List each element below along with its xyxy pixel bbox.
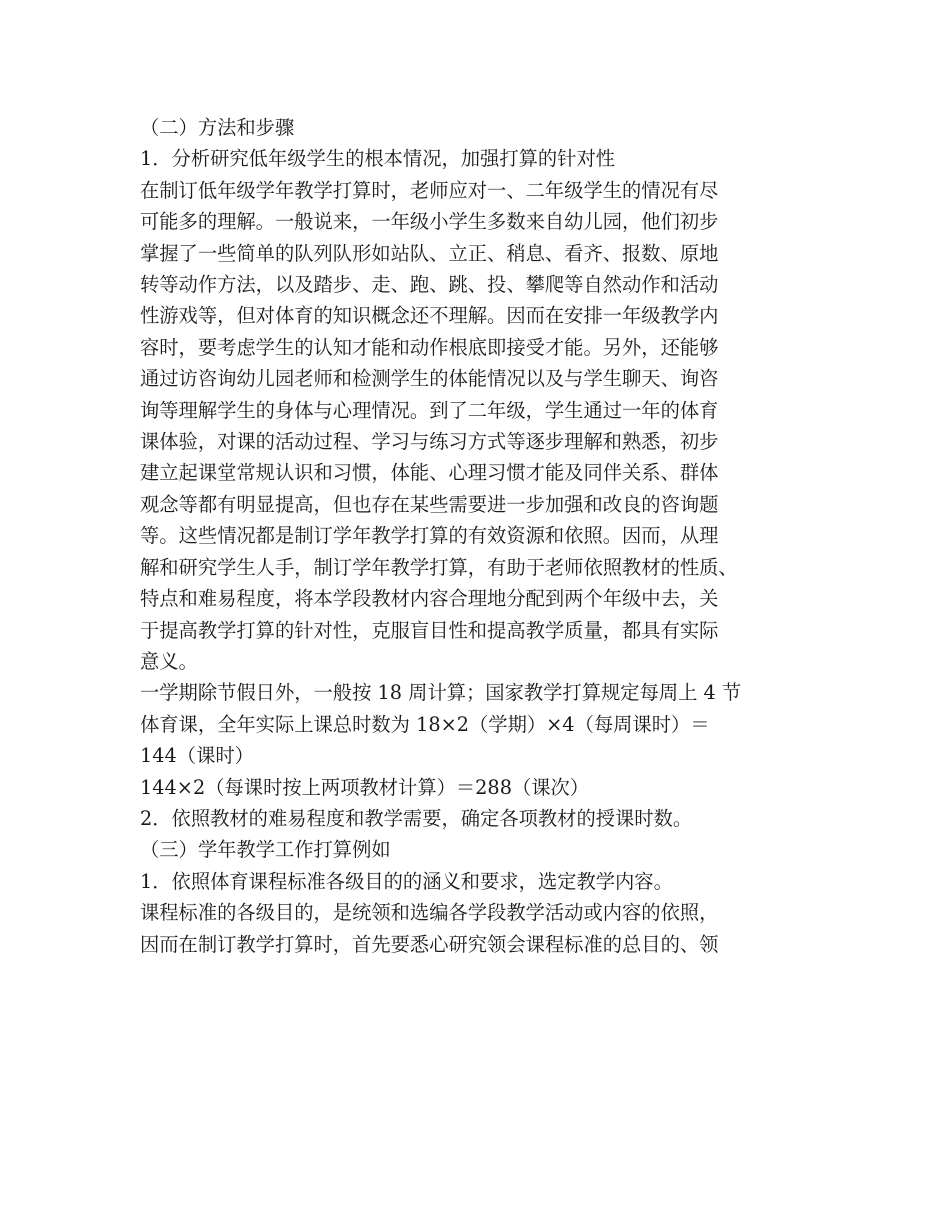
text-line: 掌握了一些简单的队列队形如站队、立正、稍息、看齐、报数、原地 [140, 241, 719, 265]
text-line: 询等理解学生的身体与心理情况。到了二年级，学生通过一年的体育 [140, 398, 719, 422]
text-line: 于提高教学打算的针对性，克服盲目性和提高教学质量，都具有实际 [140, 618, 719, 642]
text-line: 144（课时） [140, 744, 254, 768]
text-line: 性游戏等，但对体育的知识概念还不理解。因而在安排一年级教学内 [140, 304, 719, 328]
text-line: 体育课，全年实际上课总时数为 18×2（学期）×4（每周课时）＝ [140, 712, 710, 736]
text-line: 因而在制订教学打算时，首先要悉心研究领会课程标准的总目的、领 [140, 932, 719, 956]
text-line: 144×2（每课时按上两项教材计算）＝288（课次） [140, 775, 590, 799]
text-line: 特点和难易程度，将本学段教材内容合理地分配到两个年级中去，关 [140, 587, 719, 611]
section-heading: （二）方法和步骤 [140, 116, 295, 139]
subsection-heading: 1．分析研究低年级学生的根本情况，加强打算的针对性 [140, 147, 616, 171]
text-line: 课程标准的各级目的，是统领和选编各学段教学活动或内容的依照， [140, 901, 719, 925]
text-line: 意义。 [140, 649, 198, 673]
text-line: 观念等都有明显提高，但也存在某些需要进一步加强和改良的咨询题 [140, 492, 719, 516]
text-line: 可能多的理解。一般说来，一年级小学生多数来自幼儿园，他们初步 [140, 210, 719, 234]
section-heading: （三）学年教学工作打算例如 [140, 838, 391, 862]
text-line: 解和研究学生人手，制订学年教学打算，有助于老师依照教材的性质、 [140, 555, 738, 579]
text-line: 等。这些情况都是制订学年教学打算的有效资源和依照。因而，从理 [140, 524, 719, 548]
text-line: 通过访咨询幼儿园老师和检测学生的体能情况以及与学生聊天、询咨 [140, 367, 719, 391]
document-body [140, 112, 840, 960]
subsection-heading: 1．依照体育课程标准各级目的的涵义和要求，选定教学内容。 [140, 869, 673, 893]
text-line: 建立起课堂常规认识和习惯，体能、心理习惯才能及同伴关系、群体 [140, 461, 719, 485]
subsection-heading: 2．依照教材的难易程度和教学需要，确定各项教材的授课时数。 [140, 806, 693, 830]
text-line: 一学期除节假日外，一般按 18 周计算；国家教学打算规定每周上 4 节 [140, 681, 742, 705]
text-line: 在制订低年级学年教学打算时，老师应对一、二年级学生的情况有尽 [140, 178, 719, 202]
text-line: 转等动作方法，以及踏步、走、跑、跳、投、攀爬等自然动作和活动 [140, 273, 719, 297]
text-line: 课体验，对课的活动过程、学习与练习方式等逐步理解和熟悉，初步 [140, 430, 719, 454]
text-line: 容时，要考虑学生的认知才能和动作根底即接受才能。另外，还能够 [140, 335, 719, 359]
